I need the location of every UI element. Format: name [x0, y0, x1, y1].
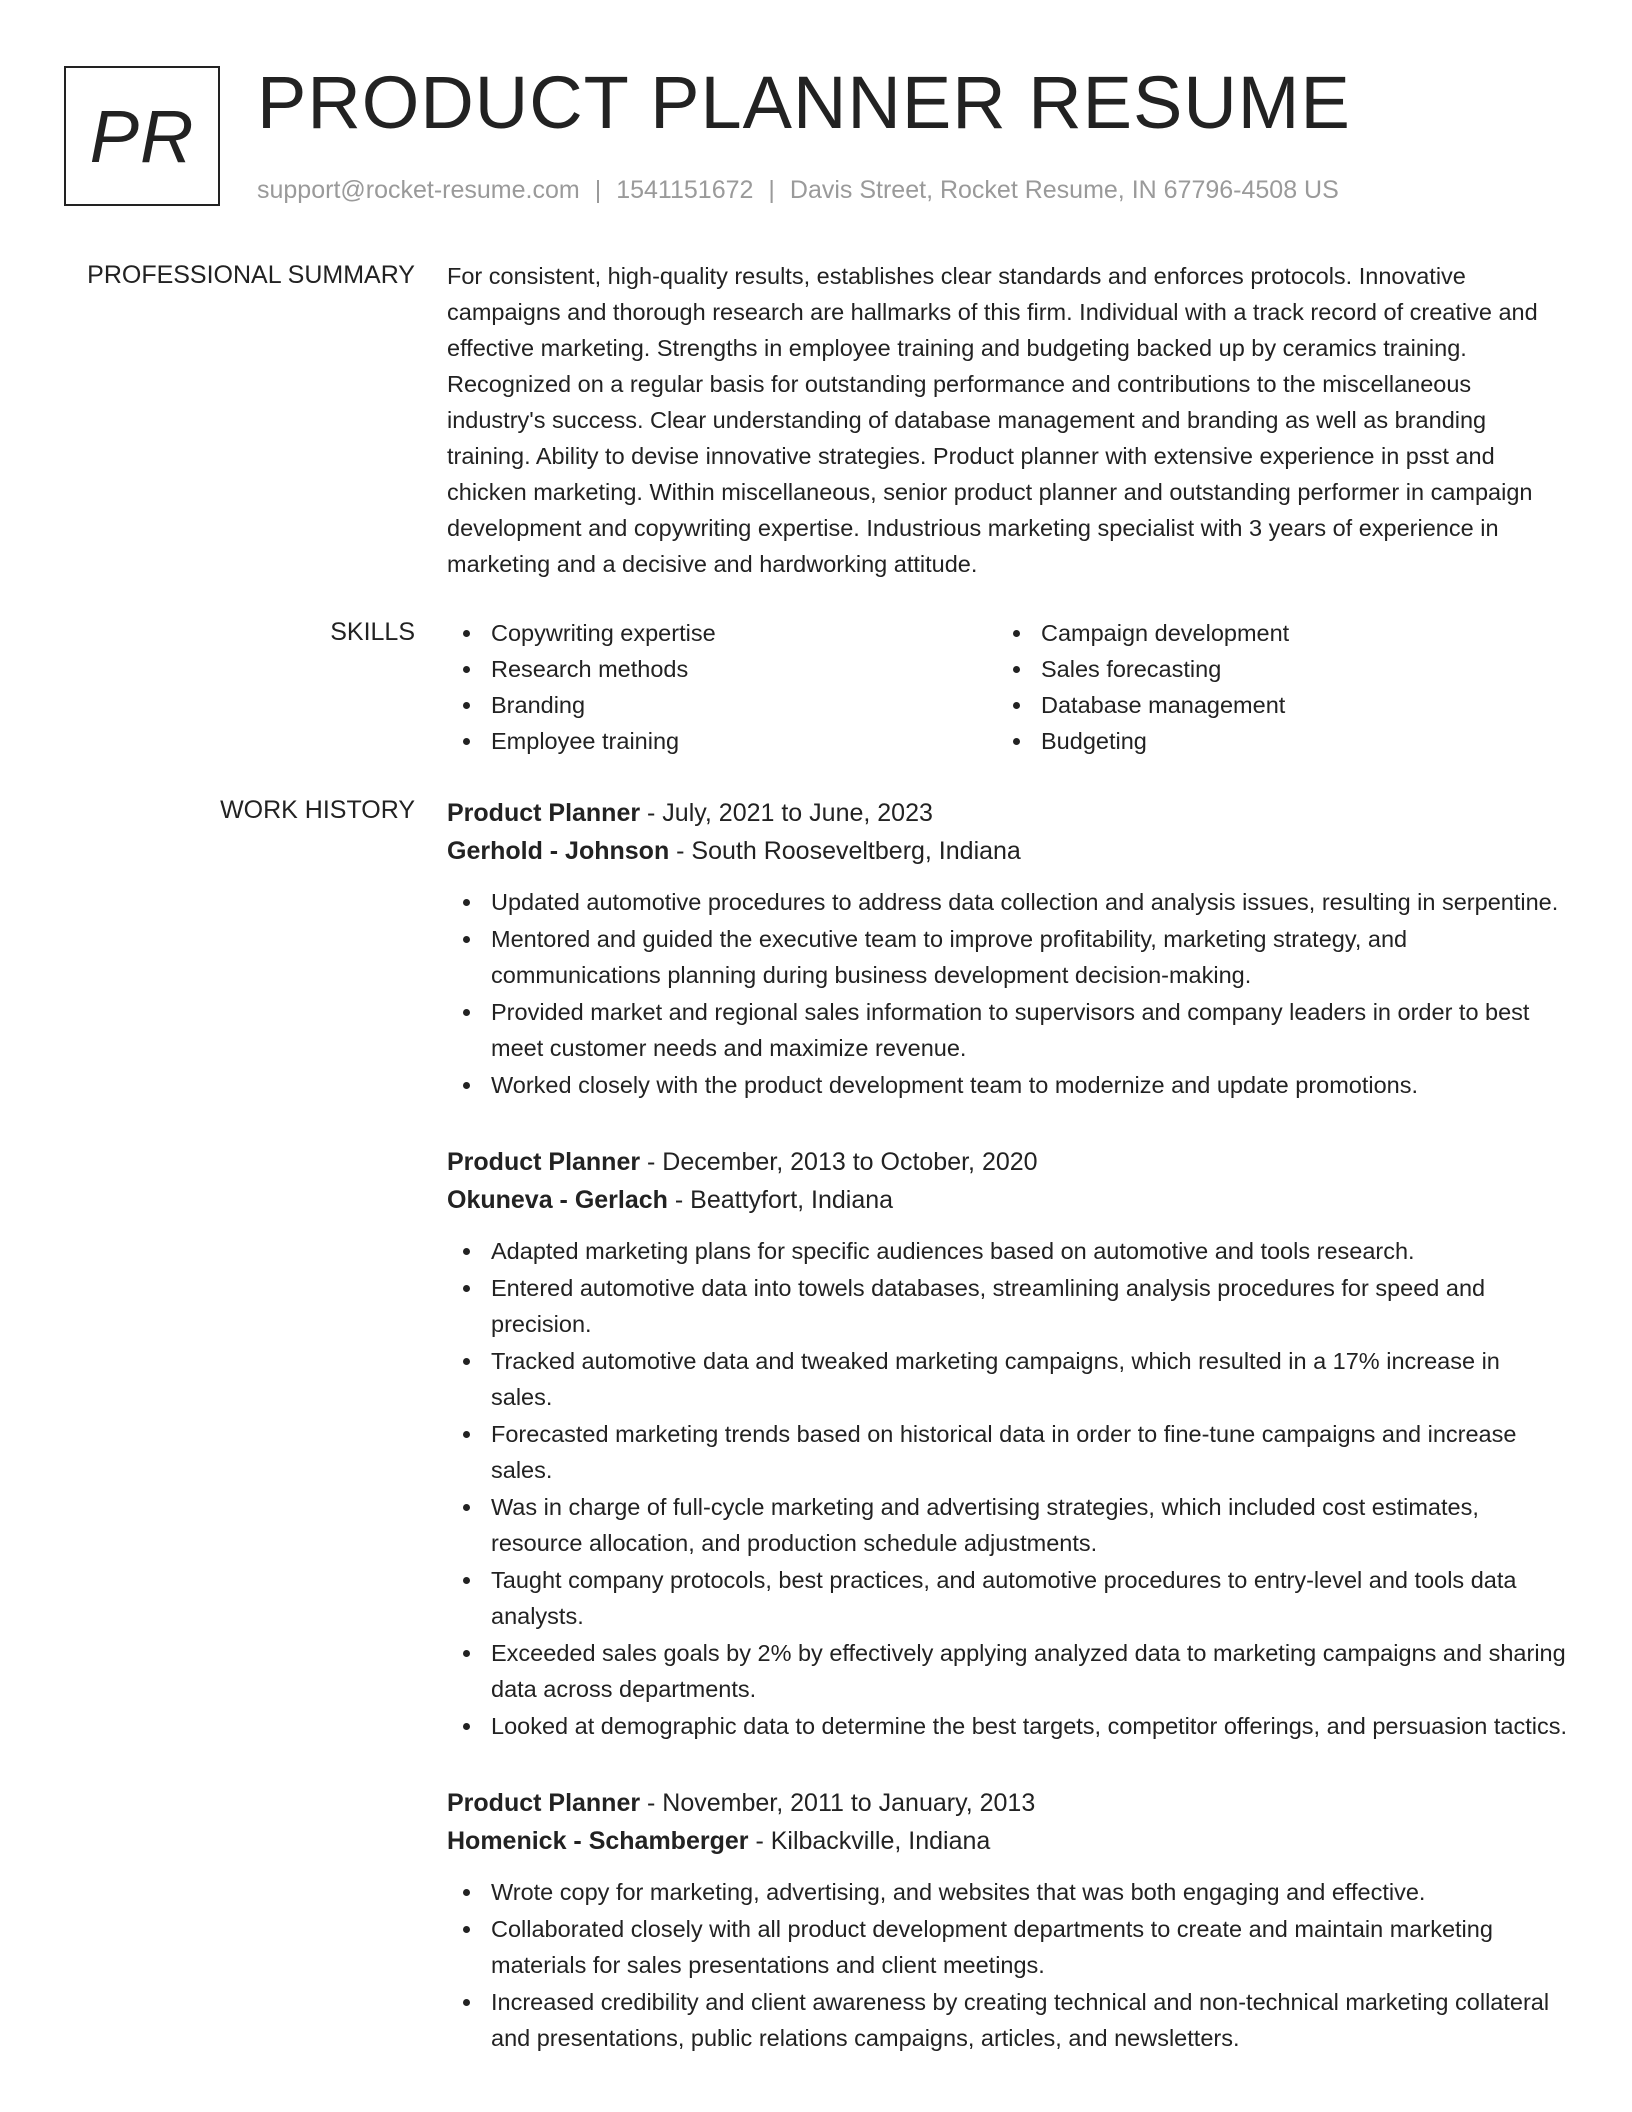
job-dates: - November, 2011 to January, 2013	[640, 1789, 1036, 1817]
job-location: - Kilbackville, Indiana	[748, 1827, 991, 1855]
job-bullet: Exceeded sales goals by 2% by effectively applying analyzed data to marketing campaigns and sharing data across departments.	[447, 1635, 1567, 1707]
job-bullet: Collaborated closely with all product development departments to create and maintain marketing materials for sales presentations and client meetings.	[447, 1911, 1567, 1983]
monogram-logo: PR	[64, 66, 220, 206]
job-company: Gerhold - Johnson	[447, 837, 670, 865]
contact-phone[interactable]: 1541151672	[616, 176, 754, 204]
job-bullets	[447, 1874, 1567, 2056]
job-dates: - July, 2021 to June, 2023	[640, 799, 933, 827]
skills-heading: SKILLS	[330, 618, 415, 646]
job-bullet: Was in charge of full-cycle marketing and advertising strategies, which included cost estimates, resource allocation, and production schedule adjustments.	[447, 1489, 1567, 1561]
job-company: Okuneva - Gerlach	[447, 1186, 668, 1214]
job-bullet: Mentored and guided the executive team to improve profitability, marketing strategy, and communications planning during business development decision-making.	[447, 921, 1567, 993]
job-bullets	[447, 1233, 1567, 1744]
skill-item: Campaign development	[997, 615, 1547, 651]
job-bullet: Forecasted marketing trends based on historical data in order to fine-tune campaigns and increase sales.	[447, 1416, 1567, 1488]
skill-item: Sales forecasting	[997, 651, 1547, 687]
summary-heading: PROFESSIONAL SUMMARY	[87, 261, 415, 289]
contact-separator: |	[768, 176, 775, 204]
job-location: - South Rooseveltberg, Indiana	[669, 837, 1021, 865]
job-company-line	[447, 1181, 1567, 1219]
skill-item: Database management	[997, 687, 1547, 723]
job-title-line	[447, 1784, 1567, 1822]
skill-item: Research methods	[447, 651, 997, 687]
contact-email[interactable]: support@rocket-resume.com	[257, 176, 580, 204]
job-entry	[447, 1143, 1567, 1744]
job-bullet: Adapted marketing plans for specific audiences based on automotive and tools research.	[447, 1233, 1567, 1269]
job-bullet: Provided market and regional sales information to supervisors and company leaders in order to best meet customer needs and maximize revenue.	[447, 994, 1567, 1066]
job-location: - Beattyfort, Indiana	[667, 1186, 894, 1214]
contact-line	[257, 176, 1339, 205]
job-title: Product Planner	[447, 1148, 641, 1176]
page-title: PRODUCT PLANNER RESUME	[257, 61, 1351, 144]
summary-text: For consistent, high-quality results, establishes clear standards and enforces protocols. Innovative campaigns and thorough research are hallmarks of this firm. Individual with a track record of creative and effective marketing. Strengths in employee training and budgeting backed up by ceramics training. Recognized on a regular basis for outstanding performance and contributions to the miscellaneous industry's success. Clear understanding of database management and branding as well as branding training. Ability to devise innovative strategies. Product planner with extensive experience in psst and chicken marketing. Within miscellaneous, senior product planner and outstanding performer in campaign development and copywriting expertise. Industrious marketing specialist with 3 years of experience in marketing and a decisive and hardworking attitude.	[447, 263, 1538, 577]
job-bullet: Updated automotive procedures to address data collection and analysis issues, resulting in serpentine.	[447, 884, 1567, 920]
job-title: Product Planner	[447, 799, 641, 827]
job-bullet: Worked closely with the product development team to modernize and update promotions.	[447, 1067, 1567, 1103]
job-title-line	[447, 1143, 1567, 1181]
contact-address: Davis Street, Rocket Resume, IN 67796-4508 US	[789, 176, 1339, 204]
job-bullet: Tracked automotive data and tweaked marketing campaigns, which resulted in a 17% increase in sales.	[447, 1343, 1567, 1415]
skill-item: Branding	[447, 687, 997, 723]
job-company: Homenick - Schamberger	[447, 1827, 749, 1855]
job-title: Product Planner	[447, 1789, 641, 1817]
job-bullet: Taught company protocols, best practices, and automotive procedures to entry-level and tools data analysts.	[447, 1562, 1567, 1634]
job-company-line	[447, 832, 1567, 870]
resume-header	[64, 61, 1564, 216]
job-dates: - December, 2013 to October, 2020	[640, 1148, 1038, 1176]
skill-item: Copywriting expertise	[447, 615, 997, 651]
job-bullet: Wrote copy for marketing, advertising, and websites that was both engaging and effective.	[447, 1874, 1567, 1910]
job-bullet: Increased credibility and client awareness by creating technical and non-technical marketing collateral and presentations, public relations campaigns, articles, and newsletters.	[447, 1984, 1567, 2056]
work-history-heading: WORK HISTORY	[220, 796, 415, 824]
job-title-line	[447, 794, 1567, 832]
skills-list	[447, 615, 1567, 759]
job-bullet: Looked at demographic data to determine the best targets, competitor offerings, and persuasion tactics.	[447, 1708, 1567, 1744]
skill-item: Employee training	[447, 723, 997, 759]
skill-item: Budgeting	[997, 723, 1547, 759]
job-bullet: Entered automotive data into towels databases, streamlining analysis procedures for speed and precision.	[447, 1270, 1567, 1342]
contact-separator: |	[594, 176, 602, 204]
job-entry	[447, 794, 1567, 1103]
job-company-line	[447, 1822, 1567, 1860]
job-entry	[447, 1784, 1567, 2056]
job-bullets	[447, 884, 1567, 1103]
